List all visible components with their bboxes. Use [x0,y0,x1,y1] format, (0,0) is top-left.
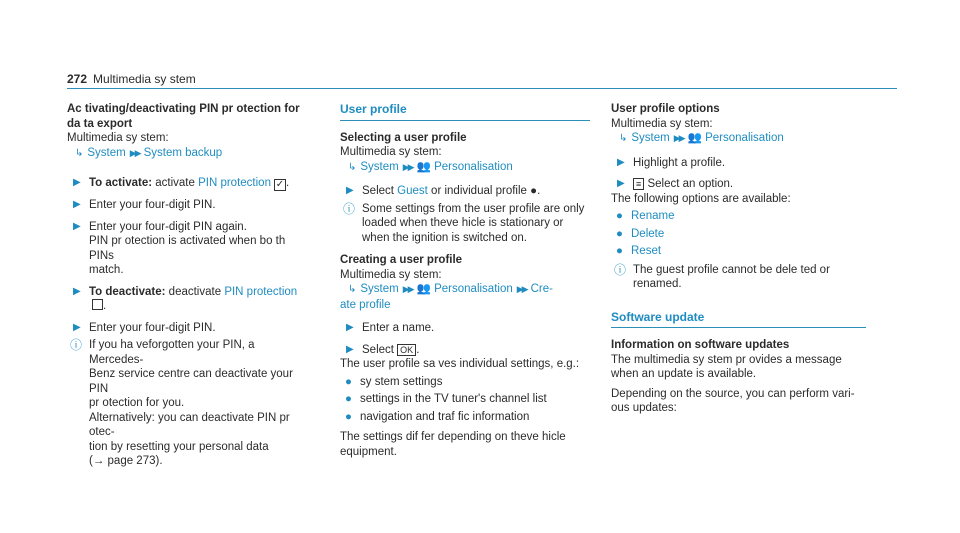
step-select-guest: ▶ Select Guest or individual profile ●. [346,185,541,197]
menu-path [611,131,866,147]
link-guest[interactable]: Guest [397,185,428,197]
step-enter-pin: ▶ Enter your four-digit PIN. [73,199,216,211]
pin-title: Ac tivating/deactivating PIN pr otection for da ta export [67,103,300,130]
path-system-backup[interactable]: System backup [143,146,223,159]
path-system[interactable]: System [87,146,126,159]
saves-text: The user profile sa ves individual settings, e.g.: [340,358,580,370]
info-icon: ⓘ [614,262,627,277]
people-icon: 👥 [416,160,431,173]
step-arrow-icon: ▶ [73,285,81,297]
column-pin-protection [67,102,307,469]
column-user-profile [340,102,590,459]
step-activate: ▶ To activate: activate PIN protection ✓ . [73,177,290,190]
return-arrow-icon: ↳ [619,133,628,144]
menu-path-2 [340,282,590,298]
column-profile-options [611,102,866,416]
differ-text: The settings dif fer depending on theve hicle equipment. [340,431,566,458]
depending-text: Depending on the source, you can perform vari- ous updates: [611,387,855,414]
return-arrow-icon: ↳ [75,147,84,159]
list-item: ● settings in the TV tuner's channel list [345,393,547,405]
note-guest: ⓘ The guest profile cannot be dele ted or renamed. [614,262,830,290]
option-delete: ● Delete [616,227,665,240]
page-header [67,72,196,87]
step-arrow-icon: ▶ [346,322,354,333]
double-chevron-icon: ▶▶ [673,133,684,143]
info-icon: ⓘ [343,201,356,216]
step-enter-pin-2: ▶ Enter your four-digit PIN. [73,321,216,334]
ok-button-icon: OK [397,344,416,356]
ms-label: Multimedia sy stem: [67,132,169,144]
step-select-option: ▶ ≡ Select an option. [617,178,734,190]
step-arrow-icon: ▶ [73,199,81,210]
header-title: Multimedia sy stem [93,72,196,86]
path-personalisation[interactable]: Personalisation [705,132,784,144]
people-icon: 👥 [416,283,431,295]
ms-label: Multimedia sy stem: [340,146,442,158]
section-user-profile: User profile [340,102,590,121]
h-creating-profile: Creating a user profile [340,254,463,266]
step-arrow-icon: ▶ [73,220,81,232]
follow-text: The following options are available: [611,192,791,205]
step-arrow-icon: ▶ [617,156,625,168]
double-chevron-icon: ▶▶ [516,284,527,294]
menu-icon: ≡ [633,178,644,190]
step-enter-name: ▶ Enter a name. [346,322,435,334]
double-chevron-icon: ▶▶ [402,284,413,294]
step-arrow-icon: ▶ [73,177,81,188]
path-system[interactable]: System [631,132,670,144]
note-settings: ⓘ Some settings from the user profile are only loaded when theve hicle is stationary or when the ignition is switched on. [343,201,585,244]
list-item: ● sy stem settings [345,375,443,388]
path-create-profile-cont[interactable]: ate profile [340,298,391,311]
info-icon: ⓘ [70,338,83,352]
step-highlight: ▶ Highlight a profile. [617,156,726,169]
step-arrow-icon: ▶ [346,343,354,355]
ms-label: Multimedia sy stem: [611,117,713,130]
double-chevron-icon: ▶▶ [129,147,140,158]
path-system[interactable]: System [360,160,399,173]
note-forgotten-pin: ⓘ If you ha veforgotten your PIN, a Mercedes- Benz service centre can deactivate your PIN pr otection for you. Alternatively: you can deactivate PIN pr otec- tion by resetting your personal data (→ page 273). [70,338,293,467]
list-item: ● navigation and traf fic information [345,410,530,423]
step-deactivate: ▶ To deactivate: deactivate PIN protection. [73,285,298,312]
link-pin-protection[interactable]: PIN protection [198,177,271,189]
header-rule [67,88,897,89]
step-arrow-icon: ▶ [73,321,81,333]
menu-path [340,160,590,176]
menu-path [67,146,307,162]
step-arrow-icon: ▶ [617,178,625,189]
return-arrow-icon: ↳ [348,284,357,295]
link-pin-protection-2[interactable]: PIN protection [224,285,298,298]
double-chevron-icon: ▶▶ [402,161,413,172]
section-software-update: Software update [611,310,866,329]
option-reset: ● Reset [616,245,662,257]
h-profile-options: User profile options [611,103,720,115]
path-create-profile[interactable]: Cre- [530,283,553,295]
h-software-info: Information on software updates [611,339,790,351]
info-text: The multimedia sy stem pr ovides a message when an update is available. [611,353,842,380]
ms-label-2: Multimedia sy stem: [340,268,442,281]
path-personalisation[interactable]: Personalisation [434,160,513,173]
step-select-ok: ▶ Select OK . [346,343,420,356]
path-system[interactable]: System [360,283,399,295]
checked-box-icon: ✓ [275,179,285,190]
page-number: 272 [67,72,88,86]
empty-box-icon [92,299,103,310]
people-icon: 👥 [687,132,702,144]
step-arrow-icon: ▶ [346,185,354,196]
return-arrow-icon: ↳ [348,161,357,173]
step-enter-pin-again: ▶ Enter your four-digit PIN again. PIN pr otection is activated when bo th PINs match. [73,220,286,276]
h-selecting-profile: Selecting a user profile [340,131,467,144]
path-personalisation[interactable]: Personalisation [434,283,513,295]
option-rename: ● Rename [616,210,675,222]
